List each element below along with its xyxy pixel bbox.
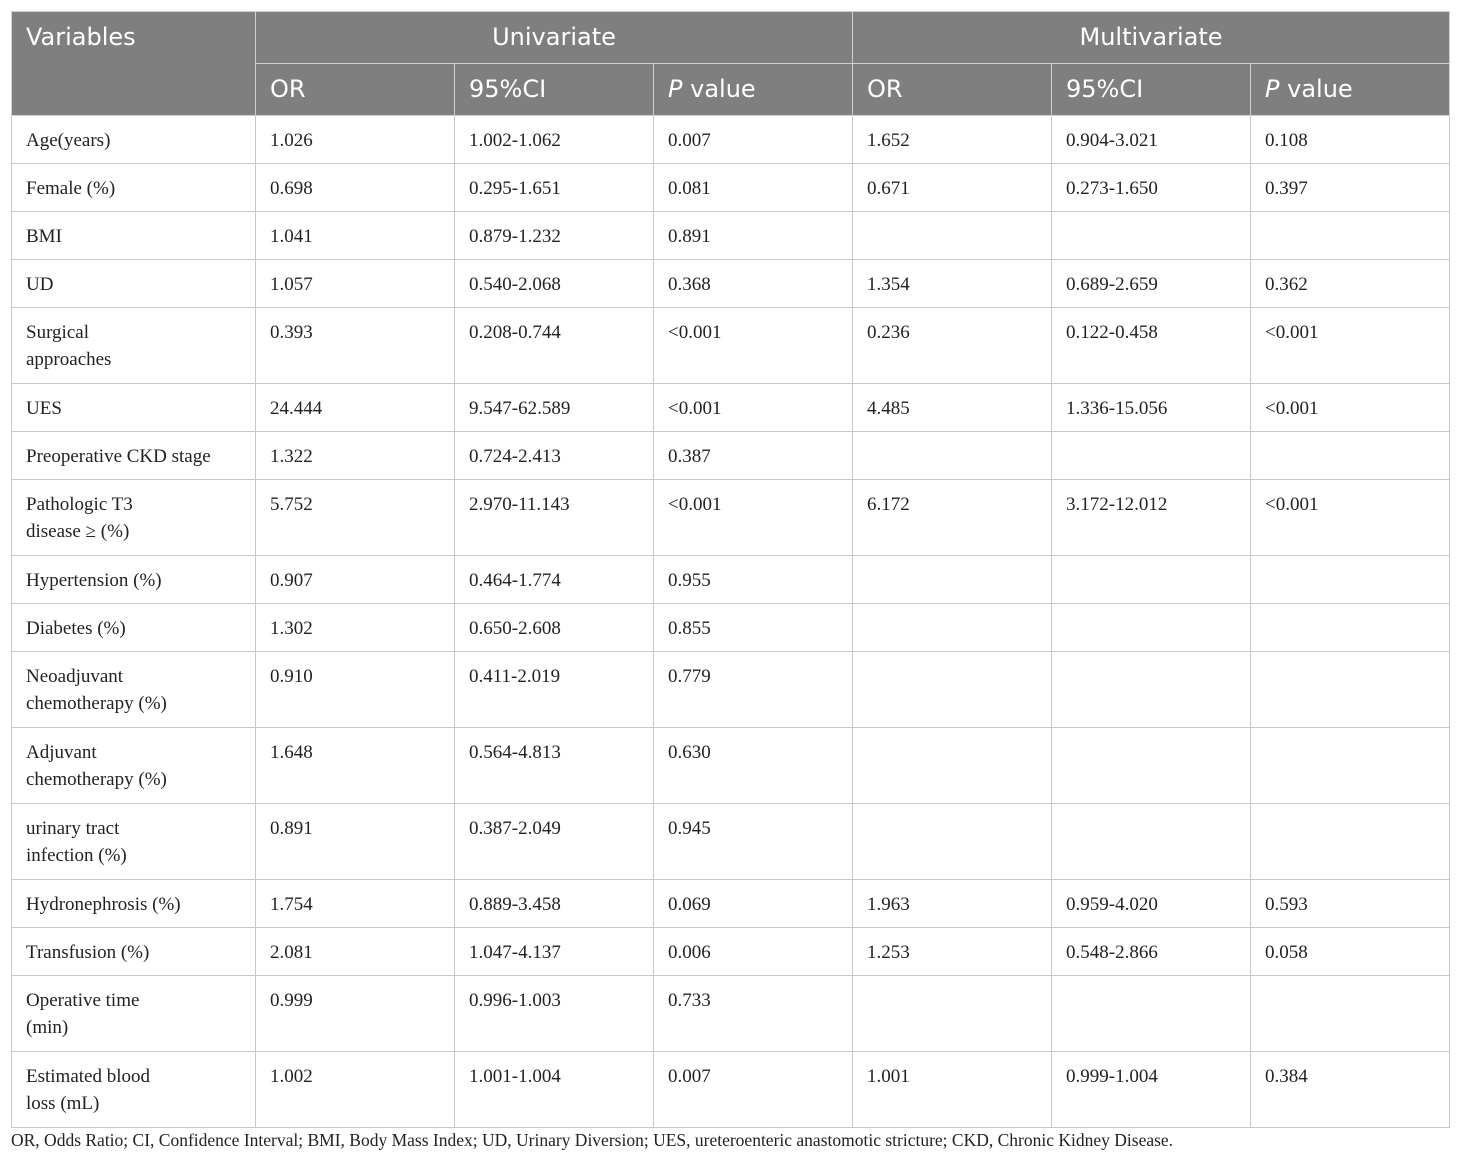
value-cell <box>853 728 1052 804</box>
table-row <box>12 480 1450 556</box>
table-row <box>12 308 1450 384</box>
variable-label-line: Diabetes (%) <box>26 618 126 639</box>
value-cell: 0.464-1.774 <box>455 556 654 604</box>
variable-cell <box>12 880 256 928</box>
value-cell: 1.002 <box>256 1052 455 1128</box>
value-cell: <0.001 <box>654 308 853 384</box>
table-body <box>12 116 1450 1128</box>
header-univariate: Univariate <box>256 12 853 64</box>
subheader-cell: 95%CI <box>1052 64 1251 116</box>
table-footnote: OR, Odds Ratio; CI, Confidence Interval; BMI, Body Mass Index; UD, Urinary Diversion; UES, ureteroenteric anastomotic stricture; CKD, Chronic Kidney Disease. <box>11 1130 1174 1150</box>
value-cell: 0.724-2.413 <box>455 432 654 480</box>
value-cell: 3.172-12.012 <box>1052 480 1251 556</box>
value-cell: <0.001 <box>1251 384 1450 432</box>
value-cell: 0.236 <box>853 308 1052 384</box>
value-cell: 0.996-1.003 <box>455 976 654 1052</box>
value-cell: 0.904-3.021 <box>1052 116 1251 164</box>
variable-cell <box>12 384 256 432</box>
value-cell: 0.108 <box>1251 116 1450 164</box>
value-cell: 0.955 <box>654 556 853 604</box>
header-variables: Variables <box>12 12 256 116</box>
subheader-cell: 95%CI <box>455 64 654 116</box>
value-cell: 1.026 <box>256 116 455 164</box>
variable-cell <box>12 652 256 728</box>
variable-label-line: Hydronephrosis (%) <box>26 894 181 915</box>
variable-label-line: Estimated blood <box>26 1066 151 1087</box>
variable-label-line: Age(years) <box>26 130 111 151</box>
variable-cell <box>12 928 256 976</box>
variable-label-line: loss (mL) <box>26 1093 100 1114</box>
table-header <box>12 12 1450 116</box>
table-row <box>12 556 1450 604</box>
header-multivariate: Multivariate <box>853 12 1450 64</box>
value-cell: 9.547-62.589 <box>455 384 654 432</box>
variable-cell <box>12 480 256 556</box>
subheader-cell: OR <box>256 64 455 116</box>
value-cell: 0.122-0.458 <box>1052 308 1251 384</box>
value-cell: 0.007 <box>654 1052 853 1128</box>
value-cell: 0.891 <box>256 804 455 880</box>
value-cell: 0.069 <box>654 880 853 928</box>
variable-cell <box>12 804 256 880</box>
variable-label-line: chemotherapy (%) <box>26 693 167 714</box>
variable-cell <box>12 604 256 652</box>
value-cell: 0.698 <box>256 164 455 212</box>
value-cell: 0.855 <box>654 604 853 652</box>
variable-cell <box>12 976 256 1052</box>
value-cell: 1.041 <box>256 212 455 260</box>
value-cell: 0.564-4.813 <box>455 728 654 804</box>
variable-label-line: UES <box>26 398 62 419</box>
value-cell: 1.354 <box>853 260 1052 308</box>
value-cell: 0.879-1.232 <box>455 212 654 260</box>
table-row <box>12 164 1450 212</box>
subheader-cell: P value <box>654 64 853 116</box>
value-cell: 0.387 <box>654 432 853 480</box>
value-cell <box>1052 976 1251 1052</box>
variable-label-line: Neoadjuvant <box>26 666 124 687</box>
variable-cell <box>12 308 256 384</box>
variable-label-line: Preoperative CKD stage <box>26 446 211 467</box>
value-cell: 0.540-2.068 <box>455 260 654 308</box>
value-cell <box>1052 212 1251 260</box>
variable-label-line: infection (%) <box>26 845 127 866</box>
value-cell: 0.733 <box>654 976 853 1052</box>
value-cell <box>1251 652 1450 728</box>
table-row <box>12 976 1450 1052</box>
value-cell: 0.959-4.020 <box>1052 880 1251 928</box>
table-row <box>12 880 1450 928</box>
value-cell: 1.322 <box>256 432 455 480</box>
value-cell: 4.485 <box>853 384 1052 432</box>
table-row <box>12 804 1450 880</box>
value-cell: 0.007 <box>654 116 853 164</box>
value-cell <box>1251 432 1450 480</box>
variable-cell <box>12 260 256 308</box>
value-cell: <0.001 <box>1251 308 1450 384</box>
value-cell: 0.387-2.049 <box>455 804 654 880</box>
value-cell: 24.444 <box>256 384 455 432</box>
value-cell <box>853 604 1052 652</box>
variable-label-line: UD <box>26 274 54 295</box>
value-cell <box>1251 976 1450 1052</box>
value-cell: 6.172 <box>853 480 1052 556</box>
value-cell: 2.970-11.143 <box>455 480 654 556</box>
value-cell <box>1052 556 1251 604</box>
value-cell: 1.002-1.062 <box>455 116 654 164</box>
value-cell: 0.779 <box>654 652 853 728</box>
value-cell: 0.393 <box>256 308 455 384</box>
value-cell: 0.058 <box>1251 928 1450 976</box>
table-row <box>12 1052 1450 1128</box>
value-cell: 1.336-15.056 <box>1052 384 1251 432</box>
value-cell <box>1052 432 1251 480</box>
value-cell: 1.057 <box>256 260 455 308</box>
value-cell <box>853 652 1052 728</box>
value-cell <box>1052 604 1251 652</box>
value-cell: 0.650-2.608 <box>455 604 654 652</box>
variable-label-line: Female (%) <box>26 178 116 199</box>
variable-cell <box>12 556 256 604</box>
variable-label-line: approaches <box>26 349 112 370</box>
table-row <box>12 212 1450 260</box>
value-cell: 0.362 <box>1251 260 1450 308</box>
variable-cell <box>12 432 256 480</box>
value-cell: 0.411-2.019 <box>455 652 654 728</box>
value-cell: 1.302 <box>256 604 455 652</box>
value-cell <box>1052 652 1251 728</box>
variable-label-line: Transfusion (%) <box>26 942 150 963</box>
subheader-cell: P value <box>1251 64 1450 116</box>
value-cell <box>1251 604 1450 652</box>
variable-cell <box>12 212 256 260</box>
table-row <box>12 928 1450 976</box>
value-cell <box>1251 728 1450 804</box>
table-row <box>12 116 1450 164</box>
subheader-cell: OR <box>853 64 1052 116</box>
value-cell: 0.889-3.458 <box>455 880 654 928</box>
table-row <box>12 260 1450 308</box>
variable-cell <box>12 728 256 804</box>
value-cell: 0.907 <box>256 556 455 604</box>
value-cell: 1.963 <box>853 880 1052 928</box>
value-cell: 0.593 <box>1251 880 1450 928</box>
value-cell: 0.630 <box>654 728 853 804</box>
value-cell: <0.001 <box>654 480 853 556</box>
value-cell: 0.999-1.004 <box>1052 1052 1251 1128</box>
value-cell: <0.001 <box>1251 480 1450 556</box>
value-cell: 0.384 <box>1251 1052 1450 1128</box>
value-cell: 0.208-0.744 <box>455 308 654 384</box>
variable-label-line: Surgical <box>26 322 89 343</box>
value-cell: 1.253 <box>853 928 1052 976</box>
variable-label-line: Hypertension (%) <box>26 570 162 591</box>
variable-label-line: disease ≥ (%) <box>26 521 130 542</box>
value-cell: 0.891 <box>654 212 853 260</box>
value-cell: 0.910 <box>256 652 455 728</box>
value-cell: 1.754 <box>256 880 455 928</box>
variable-label-line: Operative time <box>26 990 140 1011</box>
value-cell <box>853 976 1052 1052</box>
variable-label-line: (min) <box>26 1017 69 1038</box>
value-cell: 0.081 <box>654 164 853 212</box>
value-cell <box>853 212 1052 260</box>
value-cell: 1.652 <box>853 116 1052 164</box>
value-cell: 0.273-1.650 <box>1052 164 1251 212</box>
regression-table <box>11 11 1450 1128</box>
value-cell: 1.047-4.137 <box>455 928 654 976</box>
variable-label-line: urinary tract <box>26 818 120 839</box>
value-cell <box>1251 556 1450 604</box>
variable-label-line: Pathologic T3 <box>26 494 133 515</box>
value-cell: 0.368 <box>654 260 853 308</box>
value-cell: 2.081 <box>256 928 455 976</box>
value-cell: 0.945 <box>654 804 853 880</box>
value-cell: 0.999 <box>256 976 455 1052</box>
table-row <box>12 652 1450 728</box>
value-cell: 0.548-2.866 <box>1052 928 1251 976</box>
value-cell <box>853 556 1052 604</box>
value-cell: 0.671 <box>853 164 1052 212</box>
variable-label-line: BMI <box>26 226 62 247</box>
table-row <box>12 384 1450 432</box>
variable-cell <box>12 1052 256 1128</box>
variable-label-line: chemotherapy (%) <box>26 769 167 790</box>
variable-cell <box>12 116 256 164</box>
value-cell: 0.397 <box>1251 164 1450 212</box>
value-cell <box>1251 212 1450 260</box>
value-cell: 1.001 <box>853 1052 1052 1128</box>
value-cell: 0.295-1.651 <box>455 164 654 212</box>
table-row <box>12 432 1450 480</box>
value-cell: 1.648 <box>256 728 455 804</box>
value-cell: 1.001-1.004 <box>455 1052 654 1128</box>
table-row <box>12 728 1450 804</box>
value-cell <box>853 432 1052 480</box>
variable-cell <box>12 164 256 212</box>
value-cell: 5.752 <box>256 480 455 556</box>
value-cell: <0.001 <box>654 384 853 432</box>
value-cell <box>1052 804 1251 880</box>
value-cell <box>853 804 1052 880</box>
value-cell: 0.689-2.659 <box>1052 260 1251 308</box>
variable-label-line: Adjuvant <box>26 742 97 763</box>
table-row <box>12 604 1450 652</box>
value-cell <box>1251 804 1450 880</box>
value-cell: 0.006 <box>654 928 853 976</box>
value-cell <box>1052 728 1251 804</box>
